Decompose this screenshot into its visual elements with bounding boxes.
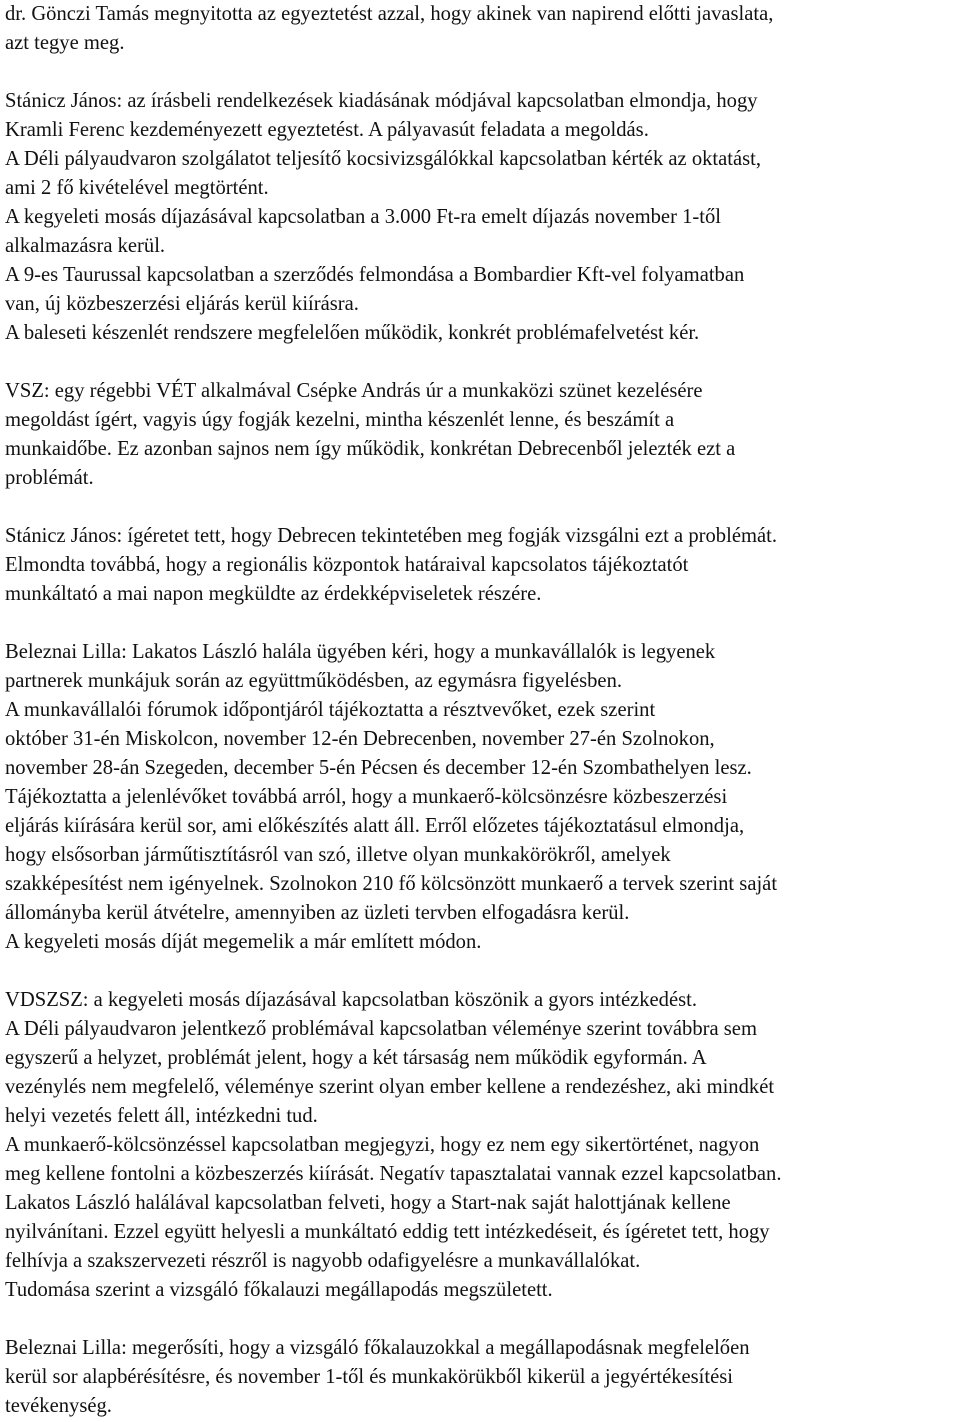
text-line: VSZ: egy régebbi VÉT alkalmával Csépke András úr a munkaközi szünet kezelésére [5, 380, 703, 402]
text-line: október 31-én Miskolcon, november 12-én Debrecenben, november 27-én Szolnokon, [5, 728, 715, 750]
text-line: munkáltató a mai napon megküldte az érdekképviseletek részére. [5, 583, 542, 605]
text-line: Stánicz János: az írásbeli rendelkezések kiadásának módjával kapcsolatban elmondja, hogy [5, 90, 758, 112]
text-line: A munkaerő-kölcsönzéssel kapcsolatban megjegyzi, hogy ez nem egy sikertörténet, nagyon [5, 1134, 760, 1156]
text-line: partnerek munkájuk során az együttműködésben, az egymásra figyelésben. [5, 670, 623, 692]
text-line: VDSZSZ: a kegyeleti mosás díjazásával kapcsolatban köszönik a gyors intézkedést. [5, 989, 697, 1011]
text-line: A kegyeleti mosás díját megemelik a már említett módon. [5, 931, 482, 953]
paragraph-stanicz-1 [5, 87, 957, 348]
text-line: megoldást ígért, vagyis úgy fogják kezelni, mintha készenlét lenne, és beszámít a [5, 409, 675, 431]
text-line: meg kellene fontolni a közbeszerzés kiírását. Negatív tapasztalatai vannak ezzel kapcsolatban. [5, 1163, 782, 1185]
text-line: ami 2 fő kivételével megtörtént. [5, 177, 269, 199]
text-line: szakképesítést nem igényelnek. Szolnokon 210 fő kölcsönzött munkaerő a tervek szerint saját [5, 873, 778, 895]
paragraph-gap [5, 957, 957, 986]
paragraph-gap [5, 1305, 957, 1334]
text-line: Lakatos László halálával kapcsolatban felveti, hogy a Start-nak saját halottjának kellene [5, 1192, 731, 1214]
text-line: dr. Gönczi Tamás megnyitotta az egyeztetést azzal, hogy akinek van napirend előtti javaslata, [5, 3, 774, 25]
text-line: Beleznai Lilla: megerősíti, hogy a vizsgáló főkalauzokkal a megállapodásnak megfelelően [5, 1337, 750, 1359]
paragraph-stanicz-2 [5, 522, 957, 609]
text-line: Kramli Ferenc kezdeményezett egyeztetést. A pályavasút feladata a megoldás. [5, 119, 649, 141]
text-line: azt tegye meg. [5, 32, 125, 54]
text-line: helyi vezetés felett áll, intézkedni tud. [5, 1105, 318, 1127]
text-line: tevékenység. [5, 1395, 112, 1417]
text-line: A Déli pályaudvaron szolgálatot teljesítő kocsivizsgálókkal kapcsolatban kérték az oktatást, [5, 148, 762, 170]
text-line: kerül sor alapbérésítésre, és november 1-től és munkakörükből kikerül a jegyértékesítési [5, 1366, 733, 1388]
paragraph-gap [5, 609, 957, 638]
text-line: A 9-es Taurussal kapcsolatban a szerződés felmondása a Bombardier Kft-vel folyamatban [5, 264, 745, 286]
text-line: egyszerű a helyzet, problémát jelent, hogy a két társaság nem működik egyformán. A [5, 1047, 707, 1069]
text-line: nyilvánítani. Ezzel együtt helyesli a munkáltató eddig tett intézkedéseit, és ígéretet tett, hogy [5, 1221, 770, 1243]
text-line: vezénylés nem megfelelő, véleménye szerint olyan ember kellene a rendezéshez, aki mindkét [5, 1076, 775, 1098]
paragraph-gap [5, 348, 957, 377]
paragraph-gap [5, 58, 957, 87]
document-page [5, 0, 957, 1421]
text-line: van, új közbeszerzési eljárás kerül kiírásra. [5, 293, 359, 315]
paragraph-beleznai-1 [5, 638, 957, 957]
paragraph-gap [5, 493, 957, 522]
text-line: A kegyeleti mosás díjazásával kapcsolatban a 3.000 Ft-ra emelt díjazás november 1-től [5, 206, 721, 228]
text-line: A Déli pályaudvaron jelentkező problémával kapcsolatban véleménye szerint továbbra sem [5, 1018, 757, 1040]
paragraph-beleznai-2 [5, 1334, 957, 1421]
paragraph-vsz [5, 377, 957, 493]
text-line: állományba kerül átvételre, amennyiben az üzleti tervben elfogadásra kerül. [5, 902, 630, 924]
text-line: Tudomása szerint a vizsgáló főkalauzi megállapodás megszületett. [5, 1279, 553, 1301]
text-line: Beleznai Lilla: Lakatos László halála ügyében kéri, hogy a munkavállalók is legyenek [5, 641, 716, 663]
text-line: november 28-án Szegeden, december 5-én Pécsen és december 12-én Szombathelyen lesz. [5, 757, 752, 779]
text-line: felhívja a szakszervezeti részről is nagyobb odafigyelésre a munkavállalókat. [5, 1250, 641, 1272]
text-line: A baleseti készenlét rendszere megfelelően működik, konkrét problémafelvetést kér. [5, 322, 700, 344]
paragraph-vdszsz [5, 986, 957, 1305]
text-line: munkaidőbe. Ez azonban sajnos nem így működik, konkrétan Debrecenből jelezték ezt a [5, 438, 736, 460]
text-line: A munkavállalói fórumok időpontjáról tájékoztatta a résztvevőket, ezek szerint [5, 699, 656, 721]
text-line: hogy elsősorban járműtisztításról van szó, illetve olyan munkakörökről, amelyek [5, 844, 671, 866]
text-line: Tájékoztatta a jelenlévőket továbbá arról, hogy a munkaerő-kölcsönzésre közbeszerzési [5, 786, 728, 808]
text-line: Stánicz János: ígéretet tett, hogy Debrecen tekintetében meg fogják vizsgálni ezt a problémát. [5, 525, 777, 547]
text-line: eljárás kiírására kerül sor, ami előkészítés alatt áll. Erről előzetes tájékoztatásul elmondja, [5, 815, 745, 837]
text-line: problémát. [5, 467, 94, 489]
text-line: Elmondta továbbá, hogy a regionális központok határaival kapcsolatos tájékoztatót [5, 554, 689, 576]
paragraph-opening [5, 0, 957, 58]
text-line: alkalmazásra kerül. [5, 235, 166, 257]
